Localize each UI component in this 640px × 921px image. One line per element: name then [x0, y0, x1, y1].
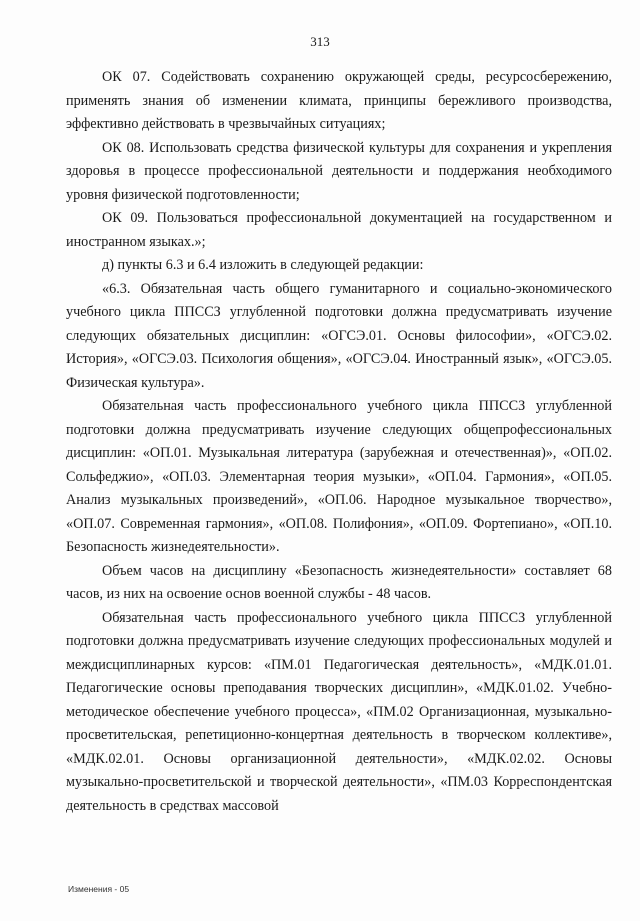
paragraph-hours: Объем часов на дисциплину «Безопасность жизнедеятельности» составляет 68 часов, из них на освоение основ военной службы - 48 часов.	[66, 562, 612, 602]
paragraph-pm-modules: Обязательная часть профессионального учебного цикла ППССЗ углубленной подготовки должна предусматривать изучение следующих профессиональных модулей и междисциплинарных курсов: «ПМ.01 Педагогическая деятельность», «МДК.01.01. Педагогические основы преподавания творческих дисциплин», «МДК.01.02. Учебно-методическое обеспечение учебного процесса», «ПМ.02 Организационная, музыкально-просветительская, репетиционно-концертная деятельность в творческом коллективе», «МДК.02.01. Основы организационной деятельности», «МДК.02.02. Основы музыкально-просветительской и творческой деятельности», «ПМ.03 Корреспондентская деятельность в средствах массовой	[66, 609, 612, 814]
paragraph-ok07: ОК 07. Содействовать сохранению окружающей среды, ресурсосбережению, применять знания об изменении климата, принципы бережливого производства, эффективно действовать в чрезвычайных ситуациях;	[66, 69, 612, 132]
document-body	[66, 66, 612, 818]
paragraph-item-d: д) пункты 6.3 и 6.4 изложить в следующей редакции:	[102, 257, 424, 273]
paragraph-op-disciplines: Обязательная часть профессионального учебного цикла ППССЗ углубленной подготовки должна предусматривать изучение следующих общепрофессиональных дисциплин: «ОП.01. Музыкальная литература (зарубежная и отечественная)», «ОП.02. Сольфеджио», «ОП.03. Элементарная теория музыки», «ОП.04. Гармония», «ОП.05. Анализ музыкальных произведений», «ОП.06. Народное музыкальное творчество», «ОП.07. Современная гармония», «ОП.08. Полифония», «ОП.09. Фортепиано», «ОП.10. Безопасность жизнедеятельности».	[66, 398, 612, 555]
paragraph-6-3: «6.3. Обязательная часть общего гуманитарного и социально-экономического учебного цикла ППССЗ углубленной подготовки должна предусматривать изучение следующих обязательных дисциплин: «ОГСЭ.01. Основы философии», «ОГСЭ.02. История», «ОГСЭ.03. Психология общения», «ОГСЭ.04. Иностранный язык», «ОГСЭ.05. Физическая культура».	[66, 280, 612, 391]
page-number: 313	[310, 34, 330, 49]
page-footer: Изменения - 05	[68, 884, 130, 894]
paragraph-ok09: ОК 09. Пользоваться профессиональной документацией на государственном и иностранном языках.»;	[66, 210, 612, 250]
paragraph-ok08: ОК 08. Использовать средства физической культуры для сохранения и укрепления здоровья в процессе профессиональной деятельности и поддержания необходимого уровня физической подготовленности;	[66, 139, 612, 203]
